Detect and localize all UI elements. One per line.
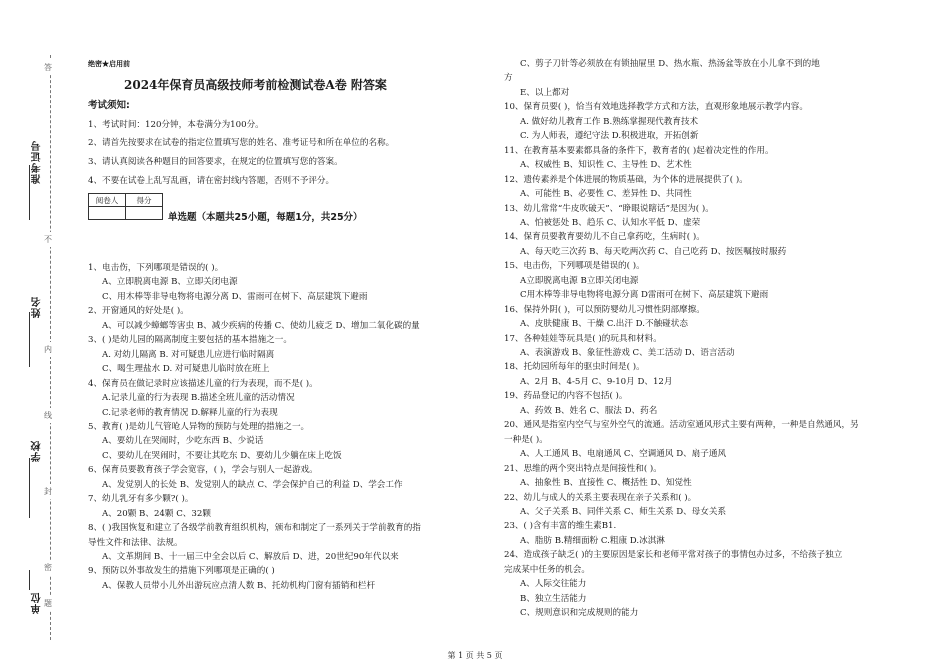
school-underline — [29, 458, 30, 518]
score-table-grader: 阅卷人 — [89, 194, 126, 207]
answer-option: A、权威性 B、知识性 C、主导性 D、艺术性 — [520, 160, 692, 171]
answer-option: A、人工通风 B、电扇通风 C、空调通风 D、扇子通风 — [520, 449, 727, 460]
question-text: 12、遗传素养是个体进展的物质基础，为个体的进展提供了( )。 — [504, 174, 748, 185]
seal-margin — [0, 0, 70, 671]
answer-option: A、文革期间 B、十一届三中全会以后 C、解放后 D、进，20世纪90年代以来 — [102, 552, 399, 562]
seal-char: 题 — [44, 596, 52, 611]
question-text: 10、保育员要( )，恰当有效地选择教学方式和方法，直观形象地展示教学内容。 — [504, 102, 808, 113]
answer-option: A.记录儿童的行为表现 B.描述全班儿童的活动情况 — [102, 393, 295, 404]
score-table-cell[interactable] — [89, 207, 126, 220]
answer-option: C、规则意识和完成规则的能力 — [520, 608, 639, 619]
question-text: 5、教育( )是幼儿气管呛人异物的预防与处理的措施之一。 — [88, 421, 310, 432]
page-footer: 第 1 页 共 5 页 — [447, 651, 503, 660]
question-text: 3、( )是幼儿园的隔离制度主要包括的基本措施之一。 — [88, 335, 292, 346]
answer-option: A. 做好幼儿教育工作 B.熟练掌握现代教育技术 — [520, 116, 699, 127]
answer-option: C、要幼儿在哭闹时，不要让其吃东 D、要幼儿少躺在床上吃饭 — [102, 450, 342, 461]
answer-option: A. 对幼儿隔离 B. 对可疑患儿应进行临时隔离 — [102, 349, 275, 360]
answer-option: A、每天吃三次药 B、每天吃两次药 C、自己吃药 D、按医嘱按时服药 — [520, 246, 787, 257]
answer-option: A、要幼儿在哭闹时，少吃东西 B、少说话 — [102, 436, 264, 447]
section-heading: 单选题（本题共25小题，每题1分，共25分） — [168, 212, 363, 223]
question-text: 一种是( )。 — [504, 434, 548, 445]
answer-option: A、抽象性 B、直接性 C、概括性 D、知觉性 — [520, 478, 692, 489]
question-text: 7、幼儿乳牙有多少颗?( )。 — [88, 494, 194, 505]
question-text: 8、( )我国恢复和建立了各级学前教育组织机构，颁布和制定了一系列关于学前教育的指 — [88, 523, 421, 534]
exam-id-label: 准考证号 — [32, 140, 43, 184]
seal-char: 线 — [44, 408, 52, 423]
question-text: 6、保育员要教育孩子学会宽容，( )，学会与别人一起游戏。 — [88, 465, 318, 476]
question-text: 18、托幼园所每年的驱虫时间是( )。 — [504, 362, 645, 373]
unit-label: 单位 — [32, 592, 43, 614]
answer-option: A、20颗 B、24颗 C、32颗 — [102, 508, 211, 519]
question-text: 9、预防以外事故发生的措施下列哪项是正确的( ) — [88, 566, 275, 577]
notice-line: 3、请认真阅读各种题目的回答要求，在规定的位置填写您的答案。 — [88, 157, 343, 167]
answer-option: A、表演游戏 B、象征性游戏 C、美工活动 D、语言活动 — [520, 348, 735, 358]
seal-char: 不 — [44, 232, 52, 247]
question-text: 2、开窗通风的好处是( )。 — [88, 306, 189, 317]
answer-option: C、剪子刀针等必须放在有锁抽屉里 D、热水瓶、热汤盆等放在小儿拿不到的地 — [520, 59, 820, 69]
answer-option: A立即脱离电源 B立即关闭电源 — [520, 275, 639, 286]
question-text: 21、思维的两个突出特点是间接性和( )。 — [504, 463, 662, 474]
exam-id-underline — [29, 165, 30, 220]
answer-option: C.记录老师的教育情况 D.解释儿童的行为表现 — [102, 407, 278, 418]
seal-char: 封 — [44, 484, 52, 499]
answer-option: A、皮肤健康 B、干燥 C.出汗 D.不触碰状态 — [520, 319, 688, 330]
question-text: 23、( )含有丰富的维生素B1. — [504, 521, 617, 532]
question-text: 15、电击伤，下列哪项是错误的( )。 — [504, 261, 645, 272]
question-text: 24、造成孩子缺乏( )的主要原因是家长和老师平常对孩子的事情包办过多，不给孩子独立 — [504, 550, 843, 561]
answer-option: A、发觉别人的长处 B、发觉别人的缺点 C、学会保护自己的利益 D、学会工作 — [102, 479, 403, 490]
notice-line: 1、考试时间：120分钟，本卷满分为100分。 — [88, 120, 264, 130]
question-text: 11、在教育基本要素都具备的条件下，教育者的( )起着决定性的作用。 — [504, 145, 774, 156]
question-text: 14、保育员要教育要幼儿不自己拿药吃，生病时( )。 — [504, 232, 705, 243]
exam-title: 2024年保育员高级技师考前检测试卷A卷 附答案 — [124, 78, 387, 92]
answer-option: B、独立生活能力 — [520, 593, 587, 604]
question-text: 完成某中任务的机会。 — [504, 564, 590, 575]
answer-option: A、怕被惩处 B、趋乐 C、认知水平低 D、虚荣 — [520, 217, 701, 228]
answer-option: C用木棒等非导电物将电源分离 D雷雨可在树下、高层建筑下避雨 — [520, 290, 769, 301]
answer-option: E、以上都对 — [520, 87, 570, 98]
answer-option: A、可能性 B、必要性 C、差异性 D、共同性 — [520, 189, 692, 200]
seal-char: 答 — [44, 60, 52, 75]
seal-char: 内 — [44, 342, 52, 357]
top-secret-label: 绝密★启用前 — [88, 59, 130, 68]
question-text: 22、幼儿与成人的关系主要表现在亲子关系和( )。 — [504, 492, 697, 503]
question-text: 导性文件和法律、法规。 — [88, 537, 183, 548]
score-table-cell[interactable] — [126, 207, 163, 220]
question-text: 19、药品登记的内容不包括( )。 — [504, 391, 628, 402]
answer-option: C、喝生理盐水 D. 对可疑患儿临时放在班上 — [102, 364, 270, 375]
score-table-score: 得分 — [126, 194, 163, 207]
name-label: 姓名 — [32, 296, 43, 318]
answer-option: A、人际交往能力 — [520, 579, 587, 590]
score-table — [88, 193, 163, 220]
answer-option: A、保教人员带小儿外出游玩应点清人数 B、托幼机构门窗有插销和栏杆 — [102, 580, 376, 591]
question-text: 16、保持外阴( )，可以预防婴幼儿习惯性阴部摩擦。 — [504, 304, 705, 315]
question-text: 13、幼儿常常“牛皮吹破天”、“睁眼说瞎话”是因为( )。 — [504, 203, 714, 214]
answer-option: A、脂肪 B.精细面粉 C.粗康 D.冰淇淋 — [520, 535, 665, 546]
answer-option: A、父子关系 B、同伴关系 C、师生关系 D、母女关系 — [520, 506, 727, 517]
answer-option: C. 为人师表，遵纪守法 D.积极进取，开拓创新 — [520, 131, 699, 142]
question-text: 20、通风是指室内空气与室外空气的流通。活动室通风形式主要有两种，一种是自然通风，另 — [504, 420, 859, 431]
answer-option: A、可以减少蟑螂等害虫 B、减少疾病的传播 C、使幼儿疲乏 D、增加二氧化碳的量 — [102, 320, 420, 331]
question-text: 17、各种娃娃等玩具是( )的玩具和材料。 — [504, 333, 662, 344]
notice-heading: 考试须知: — [88, 100, 130, 111]
question-text: 方 — [504, 73, 513, 84]
notice-line: 4、不要在试卷上乱写乱画，请在密封线内答题，否则不予评分。 — [88, 176, 335, 186]
answer-option: A、2月 B、4-5月 C、9-10月 D、12月 — [520, 376, 673, 387]
answer-option: A、立即脱离电源 B、立即关闭电源 — [102, 277, 238, 288]
school-label: 学校 — [32, 440, 43, 462]
unit-underline — [29, 570, 30, 590]
question-text: 1、电击伤，下列哪项是错误的( )。 — [88, 263, 224, 273]
answer-option: C、用木棒等非导电物将电源分离 D、雷雨可在树下、高层建筑下避雨 — [102, 291, 368, 302]
seal-char: 密 — [44, 560, 52, 575]
notice-line: 2、请首先按要求在试卷的指定位置填写您的姓名、准考证号和所在单位的名称。 — [88, 138, 395, 148]
name-underline — [29, 312, 30, 367]
question-text: 4、保育员在做记录时应该描述儿童的行为表现，而不是( )。 — [88, 378, 318, 389]
answer-option: A、药效 B、姓名 C、服法 D、药名 — [520, 405, 658, 416]
